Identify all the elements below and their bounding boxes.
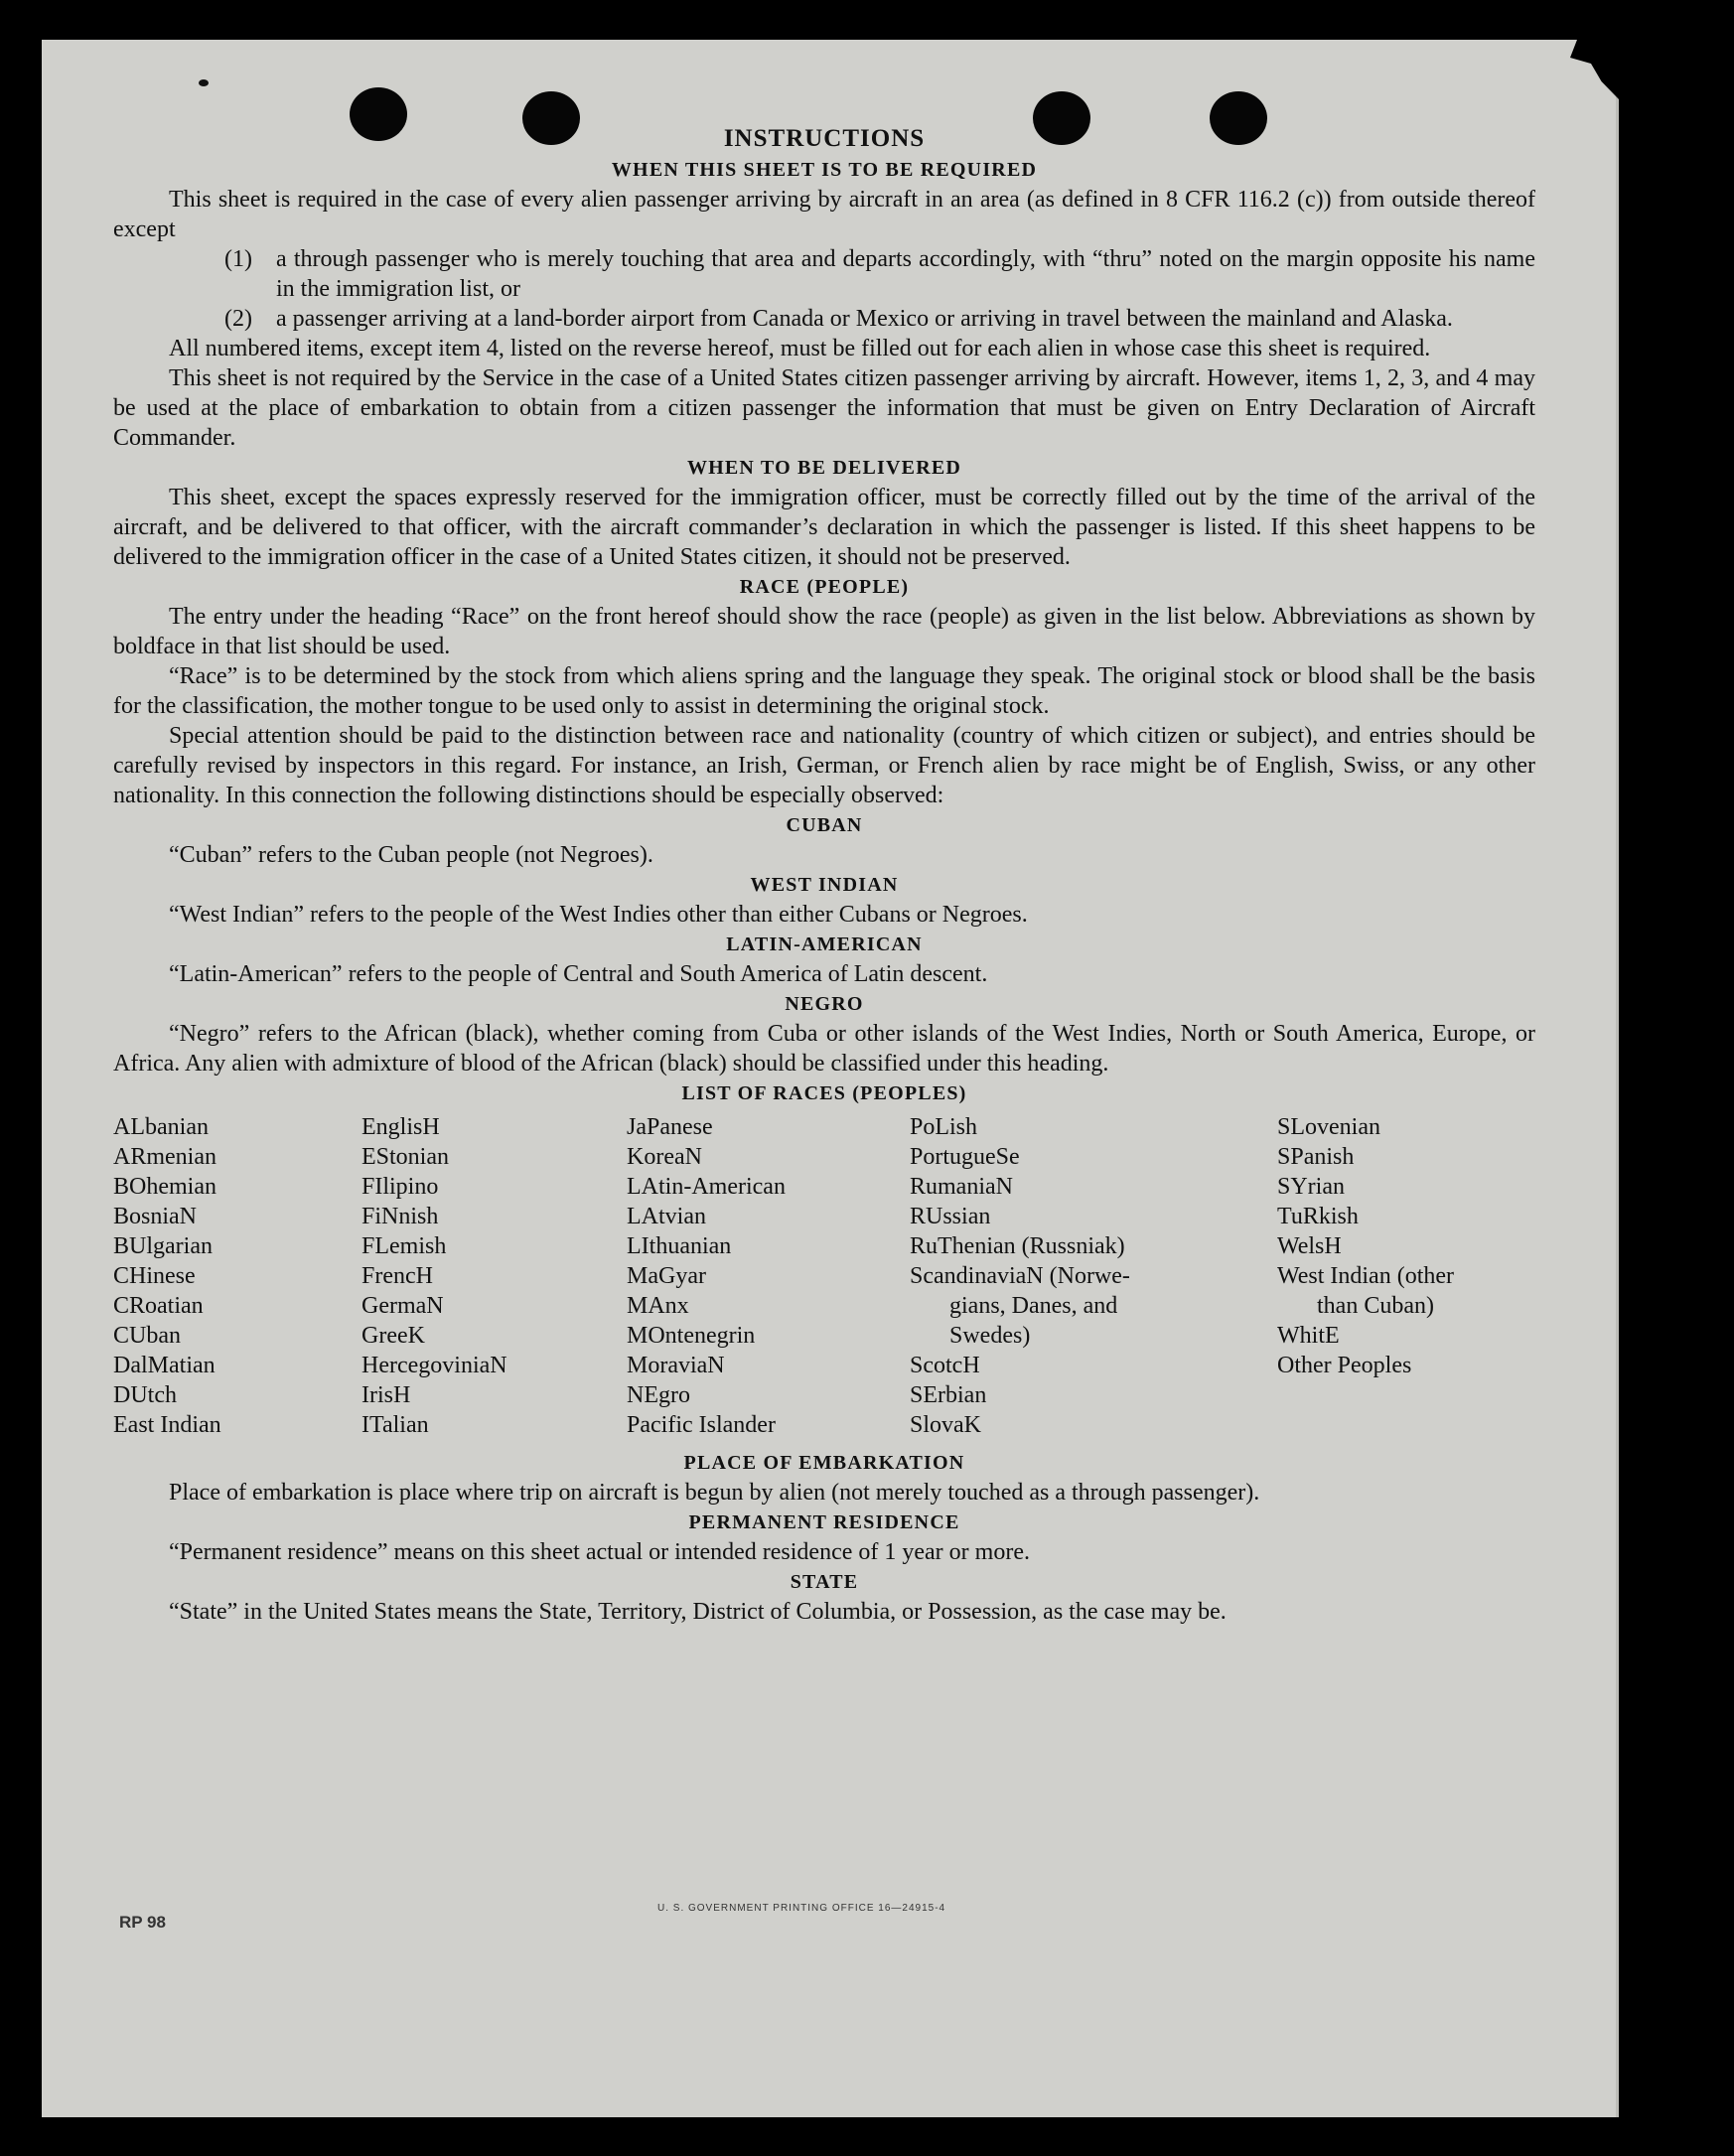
race-entry: LIthuanian — [627, 1233, 732, 1259]
paragraph: “Negro” refers to the African (black), whether coming from Cuba or other islands of the West Indies, North or South America, Europe, or Africa. Any alien with admixture of blood of the African (black) should be classified under this heading. — [113, 1021, 1535, 1077]
paragraph: This sheet is not required by the Service in the case of a United States citizen passenger arriving by aircraft. However, items 1, 2, 3, and 4 may be used at the place of embarkation to obtain from a citizen passenger the information that must be given on Entry Declaration of Aircraft Commander. — [113, 365, 1535, 451]
instruction-sheet — [42, 40, 1619, 2117]
definition-text: “West Indian” refers to the people of the West Indies other than either Cubans or Negroes. — [169, 902, 1028, 928]
paragraph: Special attention should be paid to the distinction between race and nationality (country of which citizen or subject), and entries should be carefully revised by inspectors in this regard. For instance, an Irish, German, or French alien by race might be of English, Swiss, or any other nationality. In this connection the following distinctions should be especially observed: — [113, 723, 1535, 808]
race-entry: PoLish — [910, 1114, 978, 1140]
race-entry: CHinese — [113, 1263, 196, 1289]
ink-speck — [199, 79, 209, 86]
race-entry: LAtin-American — [627, 1174, 786, 1200]
paragraph: This sheet, except the spaces expressly reserved for the immigration officer, must be correctly filled out by the time of the arrival of the aircraft, and be delivered to that officer, with the aircraft commander’s declaration in which the passenger is listed. If this sheet happens to be delivered to the immigration officer in the case of a United States citizen, it should not be preserved. — [113, 485, 1535, 570]
race-entry: ScandinaviaN (Norwe- — [910, 1263, 1130, 1289]
race-entry: FLemish — [361, 1233, 447, 1259]
race-entry: Other Peoples — [1277, 1353, 1412, 1378]
heading-race: RACE (PEOPLE) — [739, 576, 910, 598]
race-entry-continued: gians, Danes, and — [949, 1293, 1118, 1319]
race-entry: SPanish — [1277, 1144, 1355, 1170]
heading-latin-american: LATIN-AMERICAN — [726, 934, 923, 955]
heading-cuban: CUBAN — [786, 814, 863, 836]
paragraph: All numbered items, except item 4, listed on the reverse hereof, must be filled out for each alien in whose case this sheet is required. — [169, 336, 1431, 361]
race-entry: East Indian — [113, 1412, 221, 1438]
race-entry: ScotcH — [910, 1353, 980, 1378]
paragraph: This sheet is required in the case of every alien passenger arriving by aircraft in an area (as defined in 8 CFR 116.2 (c)) from outside thereof except — [113, 187, 1535, 242]
race-column — [627, 1112, 910, 1440]
race-entry: FrencH — [361, 1263, 433, 1289]
race-entry: KoreaN — [627, 1144, 702, 1170]
race-entry: EStonian — [361, 1144, 449, 1170]
paragraph: “State” in the United States means the State, Territory, District of Columbia, or Possession, as the case may be. — [169, 1599, 1227, 1625]
race-entry: HercegoviniaN — [361, 1353, 507, 1378]
race-column — [1277, 1112, 1533, 1440]
race-entry: WhitE — [1277, 1323, 1340, 1349]
form-code: RP 98 — [119, 1913, 166, 1932]
heading-permanent-residence: PERMANENT RESIDENCE — [688, 1511, 960, 1533]
list-item — [113, 244, 1535, 304]
race-entry: ARmenian — [113, 1144, 217, 1170]
instructions-body — [113, 123, 1535, 1627]
race-entry: SYrian — [1277, 1174, 1345, 1200]
race-entry: RuThenian (Russniak) — [910, 1233, 1125, 1259]
race-entry: MAnx — [627, 1293, 689, 1319]
heading-when-required: WHEN THIS SHEET IS TO BE REQUIRED — [611, 159, 1038, 181]
race-list — [113, 1112, 1535, 1440]
race-entry: IrisH — [361, 1382, 411, 1408]
race-entry: EnglisH — [361, 1114, 440, 1140]
heading-state: STATE — [790, 1571, 859, 1593]
race-entry: Pacific Islander — [627, 1412, 776, 1438]
race-entry: ALbanian — [113, 1114, 209, 1140]
race-entry: RUssian — [910, 1204, 991, 1229]
race-entry: DUtch — [113, 1382, 177, 1408]
item-number: (2) — [224, 306, 252, 332]
paragraph: “Race” is to be determined by the stock from which aliens spring and the language they speak. The original stock or blood shall be the basis for the classification, the mother tongue to be used only to assist in determining the original stock. — [113, 663, 1535, 719]
race-entry-continued: than Cuban) — [1317, 1293, 1434, 1319]
race-entry: RumaniaN — [910, 1174, 1013, 1200]
paragraph: Place of embarkation is place where trip on aircraft is begun by alien (not merely touched as a through passenger). — [169, 1480, 1260, 1506]
race-entry: NEgro — [627, 1382, 690, 1408]
race-entry: DalMatian — [113, 1353, 216, 1378]
torn-corner — [1549, 40, 1619, 99]
race-entry: PortugueSe — [910, 1144, 1020, 1170]
item-number: (1) — [224, 246, 252, 272]
race-entry: SlovaK — [910, 1412, 981, 1438]
race-column — [113, 1112, 361, 1440]
race-entry: GermaN — [361, 1293, 444, 1319]
race-entry-continued: Swedes) — [949, 1323, 1031, 1349]
race-column — [361, 1112, 627, 1440]
race-entry: West Indian (other — [1277, 1263, 1455, 1289]
item-text: a through passenger who is merely touching that area and departs accordingly, with “thru” noted on the margin opposite his name in the immigration list, or — [276, 246, 1535, 302]
race-entry: TuRkish — [1277, 1204, 1359, 1229]
race-column — [910, 1112, 1277, 1440]
race-entry: MoraviaN — [627, 1353, 725, 1378]
heading-list-of-races: LIST OF RACES (PEOPLES) — [681, 1082, 967, 1104]
race-entry: JaPanese — [627, 1114, 713, 1140]
item-text: a passenger arriving at a land-border airport from Canada or Mexico or arriving in travel between the mainland and Alaska. — [276, 306, 1453, 332]
race-entry: CUban — [113, 1323, 181, 1349]
race-entry: SLovenian — [1277, 1114, 1380, 1140]
heading-negro: NEGRO — [785, 993, 864, 1015]
race-entry: BUlgarian — [113, 1233, 213, 1259]
race-entry: LAtvian — [627, 1204, 706, 1229]
race-entry: BOhemian — [113, 1174, 217, 1200]
race-entry: ITalian — [361, 1412, 429, 1438]
definition-text: “Cuban” refers to the Cuban people (not Negroes). — [169, 842, 653, 868]
race-entry: BosniaN — [113, 1204, 197, 1229]
definition-text: “Permanent residence” means on this sheet actual or intended residence of 1 year or more. — [169, 1539, 1030, 1565]
race-entry: MaGyar — [627, 1263, 706, 1289]
heading-when-delivered: WHEN TO BE DELIVERED — [686, 457, 962, 479]
race-entry: WelsH — [1277, 1233, 1342, 1259]
page-title: INSTRUCTIONS — [723, 125, 926, 152]
heading-embarkation: PLACE OF EMBARKATION — [683, 1452, 965, 1474]
race-entry: GreeK — [361, 1323, 425, 1349]
definition-text: “Latin-American” refers to the people of Central and South America of Latin descent. — [169, 961, 988, 987]
printer-imprint: U. S. GOVERNMENT PRINTING OFFICE 16—24915-4 — [657, 1903, 946, 1914]
heading-west-indian: WEST INDIAN — [750, 874, 899, 896]
race-entry: FIlipino — [361, 1174, 439, 1200]
race-entry: CRoatian — [113, 1293, 204, 1319]
race-entry: FiNnish — [361, 1204, 439, 1229]
race-entry: SErbian — [910, 1382, 987, 1408]
race-entry: MOntenegrin — [627, 1323, 756, 1349]
list-item — [113, 304, 1535, 334]
paragraph: The entry under the heading “Race” on the front hereof should show the race (people) as given in the list below. Abbreviations as shown by boldface in that list should be used. — [113, 604, 1535, 659]
